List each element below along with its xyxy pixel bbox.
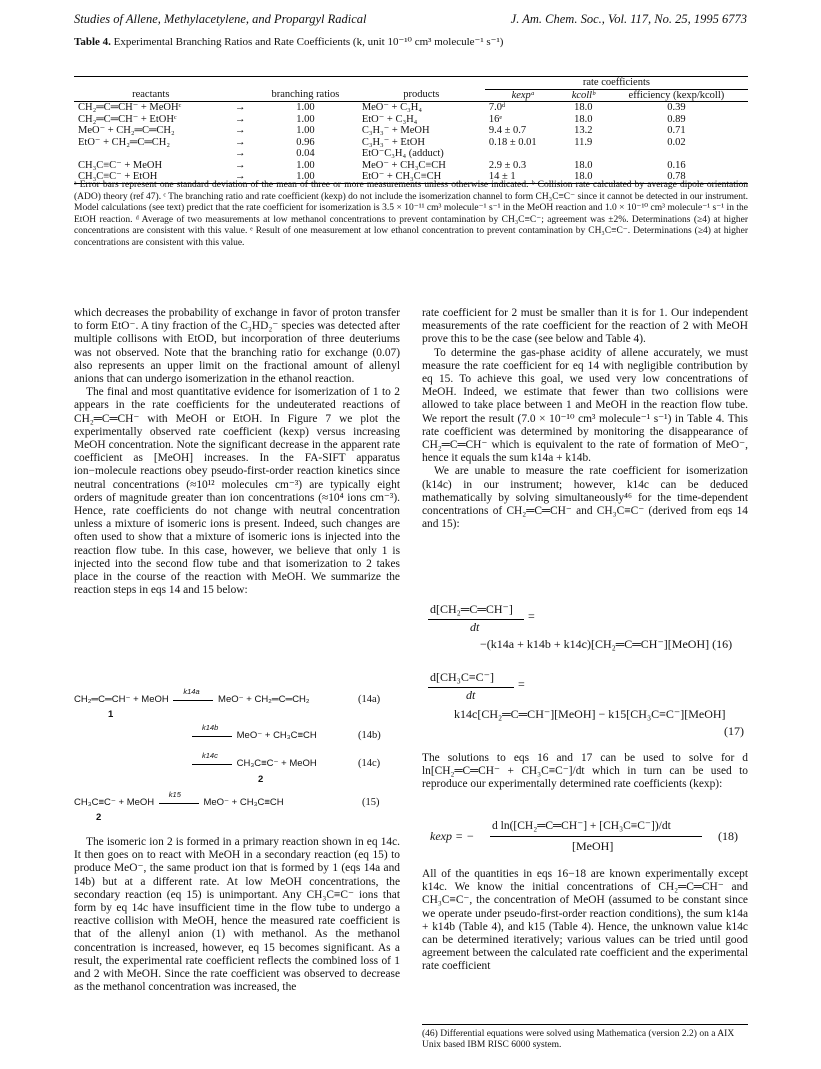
- col-header-kexp: kexpᵃ: [511, 89, 535, 101]
- table-caption-text: Experimental Branching Ratios and Rate Coefficients (k, unit 10⁻¹⁰ cm³ molecule⁻¹ s⁻¹): [113, 36, 504, 48]
- table-cell-arrow: →: [235, 148, 246, 159]
- right-column-mid: [422, 752, 748, 792]
- reaction-arrow: [173, 687, 213, 701]
- reaction-14c-products: CH₃C≡C⁻ + MeOH: [236, 758, 317, 769]
- eq18-label: (18): [718, 829, 738, 843]
- table-cell-kexp: [485, 148, 562, 160]
- table-cell-kexp: 0.18 ± 0.01: [488, 136, 537, 148]
- col-header-reactants: reactants: [132, 89, 170, 101]
- eq17-numerator: d[CH₃C≡C⁻]: [430, 670, 494, 684]
- eq16-rhs: −(k14a + k14b + k14c)[CH₂═C═CH⁻][MeOH] (16): [480, 637, 733, 651]
- table-cell-reactants: CH₃C≡C⁻ + MeOH: [78, 159, 163, 171]
- table-cell-eff: 0.39: [667, 102, 686, 113]
- left-paragraph-2: The final and most quantitative evidence for isomerization of 1 to 2 appears in the rate coefficients for the undeuterated reactions of CH₂═C═CH⁻ with MeOH or EtOH. In Figure 7 we plot the experimentally observed rate coefficient (kexp) versus increasing MeOH concentration. Note the significant decrease in the apparent rate coefficient as [MeOH] increases. In the FA-SIFT apparatus ion−molecule reactions obey pseudo-first-order reaction kinetics since neutral concentrations (≈10¹² molecules cm⁻³) are typically eight orders of magnitude greater than ion concentrations (≈10⁴ ions cm⁻³). Hence, rate coefficients do not change with neutral concentration unless a mixture of isomeric ions is present. Indeed, such changes are often used to show that a mixture of isomeric ions is injected into the reaction flow tube. In this case, however, we believe that only 1 is injected into the second flow tube and that isomerization to 2 takes place in the course of the reaction with MeOH. We summarize the reaction steps in eqs 14 and 15 below:: [74, 386, 400, 597]
- reaction-15-reactants: CH₃C≡C⁻ + MeOH: [74, 797, 155, 808]
- table-cell-products: EtO⁻ + CH₃C≡CH: [361, 171, 442, 182]
- left-paragraph-1: which decreases the probability of exchange in favor of proton transfer to form EtO⁻. A tiny fraction of the C₃HD₂⁻ species was detected after multiple collisons with EtOD, but incorporation of three deuteriums was not observed. Note that the branching ratio for exchange (0.07) also represents an upper limit on the fractional amount of allenyl anions that can undergo isomerization in the ethanol reaction.: [74, 307, 400, 386]
- table-cell-kexp: 2.9 ± 0.3: [488, 159, 527, 171]
- table-cell-arrow: →: [235, 171, 246, 182]
- table-cell-products: C₃H₃⁻ + MeOH: [361, 125, 430, 136]
- eq-number-14a: (14a): [358, 694, 381, 705]
- table-cell-reactants: CH₂═C═CH⁻ + EtOHᶜ: [78, 113, 177, 125]
- rate-label: k14a: [183, 687, 200, 697]
- table-row: [74, 125, 748, 137]
- table-cell-ratio: 1.00: [296, 159, 315, 171]
- reaction-arrow: [192, 723, 232, 737]
- table-cell-kexp: 7.0ᵈ: [488, 102, 506, 113]
- table-cell-products: MeO⁻ + C₃H₄: [361, 102, 423, 113]
- table-cell-products: EtO⁻ + C₃H₄: [361, 113, 418, 125]
- reaction-15-products: MeO⁻ + CH₃C≡CH: [203, 797, 284, 808]
- eq-number-14c: (14c): [358, 758, 381, 769]
- right-column-bottom: [422, 868, 748, 974]
- equals-sign: =: [518, 677, 525, 691]
- table-cell-products: MeO⁻ + CH₃C≡CH: [361, 159, 446, 171]
- table-cell-ratio: 1.00: [296, 171, 315, 182]
- reaction-15: [74, 790, 284, 808]
- table-row: [74, 148, 748, 160]
- left-column: [74, 307, 400, 597]
- eq18-lhs: kexp = −: [430, 829, 475, 843]
- table-cell-ratio: 0.04: [296, 148, 315, 159]
- table-body: [74, 102, 748, 184]
- header-citation: J. Am. Chem. Soc., Vol. 117, No. 25, 1995 6773: [510, 12, 747, 26]
- eq18-denominator: [MeOH]: [572, 839, 614, 853]
- table-cell-arrow: →: [235, 102, 246, 113]
- table-cell-ratio: 1.00: [296, 125, 315, 136]
- reaction-14a-reactants: CH₂═C═CH⁻ + MeOH: [74, 694, 169, 705]
- rate-label: k14b: [202, 723, 219, 733]
- right-column: [422, 307, 748, 531]
- table-cell-reactants: CH₃C≡C⁻ + EtOH: [78, 171, 158, 182]
- reaction-14a: [74, 687, 310, 705]
- equals-sign: =: [528, 609, 535, 623]
- reaction-arrow: [192, 751, 232, 765]
- right-paragraph-1: rate coefficient for 2 must be smaller than it is for 1. Our independent measurements of the rate coefficient for the reaction of 2 with MeOH prove this to be the case (see below and Table 4).: [422, 307, 748, 346]
- rate-label: k14c: [202, 751, 218, 761]
- reaction-14b-products: MeO⁻ + CH₃C≡CH: [236, 730, 317, 741]
- table-cell-arrow: →: [235, 113, 246, 125]
- table-cell-ratio: 0.96: [296, 136, 315, 148]
- table-cell-reactants: [74, 148, 228, 160]
- table-row: [74, 160, 748, 172]
- right-paragraph-5: All of the quantities in eqs 16−18 are known experimentally except k14c. We know the initial concentrations of CH₂═C═CH⁻ and CH₃C≡C⁻, the concentration of MeOH (assumed to be constant since we operate under pseudo-first-order reaction conditions), the sum k14a + k14b (Table 4), and k15 (Table 4). Hence, the unknown value k14c can be determined iteratively; various values can be tried until good agreement between the calculated rate coefficient and the experimental rate coefficient: [422, 868, 748, 973]
- running-header: [74, 12, 747, 30]
- table-cell-arrow: →: [235, 159, 246, 171]
- table-cell-kcoll: 18.0: [574, 171, 593, 182]
- table-cell-kexp: 9.4 ± 0.7: [488, 125, 527, 136]
- table-footnotes: ᵃ Error bars represent one standard deviation of the mean of three or more measurements unless otherwise indicated. ᵇ Collision rate calculated by average dipole orientation (ADO) theory (ref 47). ᶜ The branching ratio and rate coefficient (kexp) do not include the isomerization channel to form CH₃C≡C⁻ since it cannot be detected in our instrument. Model calculations (see text) predict that the rate coefficient for isomerization is 3.5 × 10⁻¹¹ cm³ molecule⁻¹ s⁻¹ in the MeOH reaction and 1.0 × 10⁻¹⁰ cm³ molecule⁻¹ s⁻¹ in the EtOH reaction. ᵈ Average of two measurements at low methanol concentrations to prevent contamination by CH₃C≡C⁻; agreement was ±2%. Determinations (≥4) at higher concentrations are consistent with this value. ᵉ Result of one measurement at low ethanol concentration to prevent contamination by CH₃C≡C⁻. Determinations (≥4) at higher concentrations are consistent with this value.: [74, 180, 748, 248]
- table-cell-ratio: 1.00: [296, 113, 315, 125]
- species-label-1: 1: [108, 709, 114, 720]
- eq18-numerator: d ln([CH₂═C═CH⁻] + [CH₃C≡C⁻])/dt: [492, 820, 671, 832]
- species-label-2: 2: [258, 774, 264, 785]
- table-cell-eff: 0.78: [667, 171, 686, 182]
- rate-coefficients-group-header: rate coefficients: [485, 77, 748, 90]
- table-row: [74, 102, 748, 114]
- right-paragraph-3: We are unable to measure the rate coefficient for isomerization (k14c) in our instrument; however, k14c can be deduced mathematically by solving simultaneously⁴⁶ for the time-dependent concentrations of CH₂═C═CH⁻ and CH₃C≡C⁻ (derived from eqs 14 and 15):: [422, 465, 748, 531]
- eq16-numerator: d[CH₂═C═CH⁻]: [430, 602, 513, 616]
- table-cell-products: EtO⁻C₃H₄ (adduct): [361, 148, 444, 159]
- reaction-arrow: [159, 790, 199, 804]
- table-4: [74, 76, 748, 184]
- col-header-efficiency: efficiency (kexp/kcoll): [628, 89, 725, 101]
- table-cell-eff: [605, 148, 748, 160]
- table-cell-kcoll: [562, 148, 605, 160]
- eq16-denominator: dt: [470, 620, 480, 634]
- table-caption: [74, 35, 748, 48]
- table-cell-arrow: →: [235, 125, 246, 136]
- table-cell-eff: 0.02: [667, 136, 686, 148]
- eq17-label: (17): [724, 724, 744, 738]
- table-cell-products: C₃H₃⁻ + EtOH: [361, 136, 425, 148]
- table-row: [74, 114, 748, 126]
- table-cell-reactants: CH₂═C═CH⁻ + MeOHᶜ: [78, 102, 182, 113]
- col-header-products: products: [403, 89, 440, 101]
- table-cell-kexp: 16ᵉ: [488, 113, 503, 125]
- eq17-rhs: k14c[CH₂═C═CH⁻][MeOH] − k15[CH₃C≡C⁻][MeOH]: [454, 707, 726, 721]
- table-cell-eff: 0.16: [667, 159, 686, 171]
- species-label-2b: 2: [96, 812, 102, 823]
- table-label: Table 4.: [74, 36, 111, 48]
- table-cell-arrow: →: [235, 136, 246, 148]
- table-cell-reactants: EtO⁻ + CH₂═C═CH₂: [78, 136, 171, 148]
- header-title: Studies of Allene, Methylacetylene, and Propargyl Radical: [74, 12, 367, 26]
- fraction-bar: [490, 836, 702, 837]
- table-cell-kcoll: 13.2: [574, 125, 593, 136]
- eq17-denominator: dt: [466, 688, 476, 702]
- table-cell-kexp: 14 ± 1: [488, 171, 516, 182]
- reaction-14a-products: MeO⁻ + CH₂═C═CH₂: [218, 694, 310, 705]
- table-cell-kcoll: 18.0: [574, 159, 593, 171]
- right-paragraph-2: To determine the gas-phase acidity of allene accurately, we must measure the rate coefficient for eq 14 with negligible contribution by eq 15. To achieve this goal, we used very low concentrations of MeOH. Indeed, we estimate that fewer than two collisions were allowed to take place between 1 and MeOH in the reaction flow tube. We report the result (7.0 × 10⁻¹⁰ cm³ molecule⁻¹ s⁻¹) in Table 4. This rate coefficient was determined by monitoring the disappearance of CH₂═C═CH⁻ which is equivalent to the rate of formation of MeO⁻, hence it equals the sum k14a + k14b.: [422, 346, 748, 465]
- reaction-14b: [190, 723, 317, 741]
- table-cell-kcoll: 18.0: [574, 102, 593, 113]
- eq-number-15: (15): [362, 797, 380, 808]
- reaction-14c: [190, 751, 317, 769]
- table-cell-ratio: 1.00: [296, 102, 315, 113]
- rate-label: k15: [168, 790, 181, 800]
- footnote-46: (46) Differential equations were solved using Mathematica (version 2.2) on a AIX Unix based IBM RISC 6000 system.: [422, 1024, 748, 1051]
- table-cell-kcoll: 11.9: [574, 136, 593, 148]
- table-cell-eff: 0.89: [667, 113, 686, 125]
- right-paragraph-4: The solutions to eqs 16 and 17 can be used to solve for d ln[CH₂═C═CH⁻ + CH₃C≡C⁻]/dt which in turn can be used to reproduce our experimentally determined rate coefficients (kexp):: [422, 752, 748, 791]
- table-cell-eff: 0.71: [667, 125, 686, 136]
- table-row: [74, 137, 748, 149]
- table-cell-reactants: MeO⁻ + CH₂═C═CH₂: [78, 125, 175, 136]
- col-header-branching: branching ratios: [271, 89, 340, 101]
- col-header-kcoll: kcollᵇ: [571, 89, 595, 101]
- table-cell-kcoll: 18.0: [574, 113, 593, 125]
- eq-number-14b: (14b): [358, 730, 381, 741]
- left-paragraph-3: The isomeric ion 2 is formed in a primary reaction shown in eq 14c. It then goes on to react with MeOH in a secondary reaction (eq 15) to produce MeO⁻, the same product ion that is formed by 1 (eqs 14a and 14b) but at a different rate. At low MeOH concentrations, the secondary reaction (eq 15) is unimportant. Any CH₃C≡C⁻ ions that form by eq 14c have insufficient time in the flow tube to undergo a reactive collision with MeOH, hence the measured rate coefficient is that of the allenyl anion (1) with methanol. As the methanol concentration is increased, however, eq 15 becomes significant. As a result, the experimental rate coefficient reflects the combined loss of 1 and 2 with MeOH. Since the rate coefficient was observed to decrease as the methanol concentration was increased, the: [74, 836, 400, 994]
- left-column-continued: [74, 836, 400, 994]
